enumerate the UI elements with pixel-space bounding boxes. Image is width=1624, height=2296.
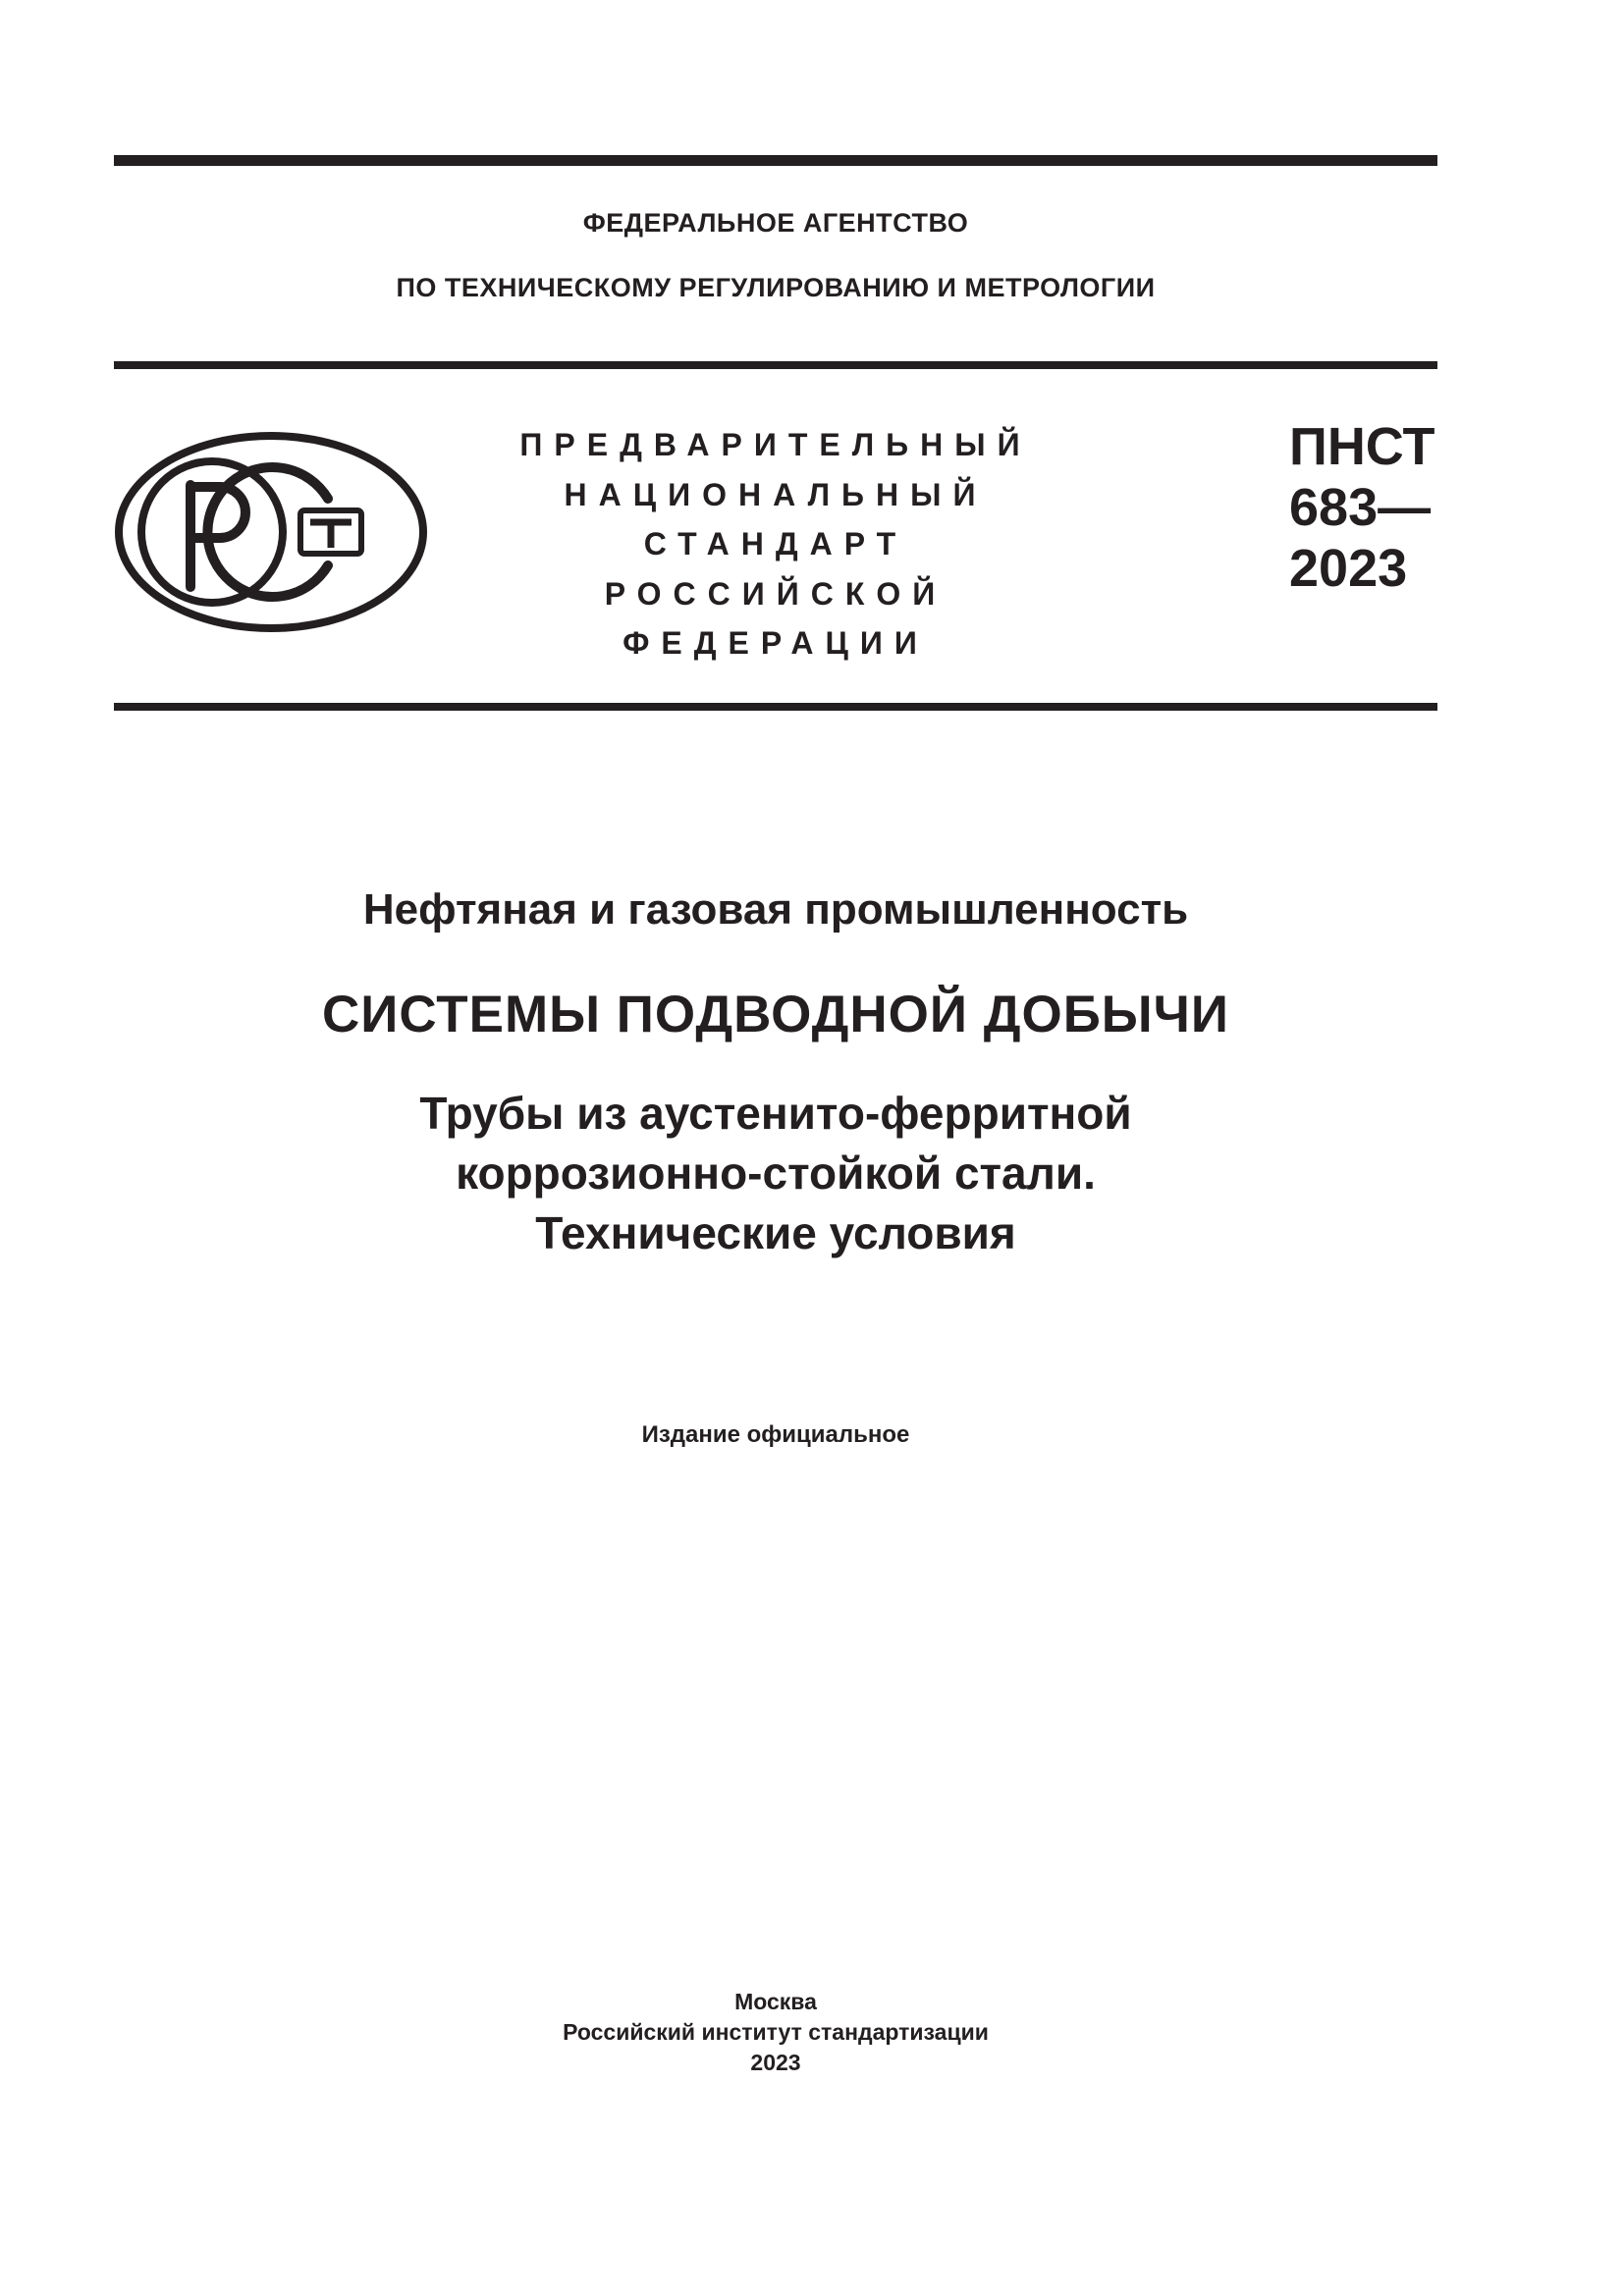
agency-name-line-2: ПО ТЕХНИЧЕСКОМУ РЕГУЛИРОВАНИЮ И МЕТРОЛОГИИ (396, 273, 1156, 302)
standard-kind-line: РОССИЙСКОЙ (604, 575, 947, 612)
subject-title-line: Технические условия (535, 1207, 1016, 1258)
subject-title (114, 1084, 1437, 1263)
rst-emblem-icon (114, 430, 428, 634)
imprint-year: 2023 (750, 2050, 801, 2075)
agency-name-line-1: ФЕДЕРАЛЬНОЕ АГЕНТСТВО (582, 208, 969, 238)
standard-number-line: ПНСТ (1289, 417, 1435, 476)
imprint-publisher: Российский институт стандартизации (563, 2019, 989, 2045)
standard-kind (471, 420, 1080, 668)
industry-title: Нефтяная и газовая промышленность (362, 885, 1189, 934)
top-rule (114, 155, 1437, 166)
standard-number-line: 683— (1289, 478, 1432, 537)
standard-kind-line: СТАНДАРТ (643, 526, 908, 561)
edition-label: Издание официальное (641, 1421, 910, 1448)
subject-title-line: коррозионно-стойкой стали. (456, 1148, 1096, 1199)
subject-title-line: Трубы из аустенито-ферритной (419, 1088, 1132, 1139)
standard-number-line: 2023 (1289, 539, 1408, 598)
standard-number (1289, 416, 1435, 599)
header-rule (114, 361, 1437, 369)
imprint (114, 1987, 1437, 2078)
standard-kind-line: ПРЕДВАРИТЕЛЬНЫЙ (519, 427, 1032, 462)
header-bottom-rule (114, 703, 1437, 711)
imprint-city: Москва (734, 1989, 817, 2014)
standard-kind-line: НАЦИОНАЛЬНЫЙ (564, 476, 988, 512)
system-title: СИСТЕМЫ ПОДВОДНОЙ ДОБЫЧИ (321, 986, 1230, 1043)
standard-kind-line: ФЕДЕРАЦИИ (623, 625, 929, 661)
